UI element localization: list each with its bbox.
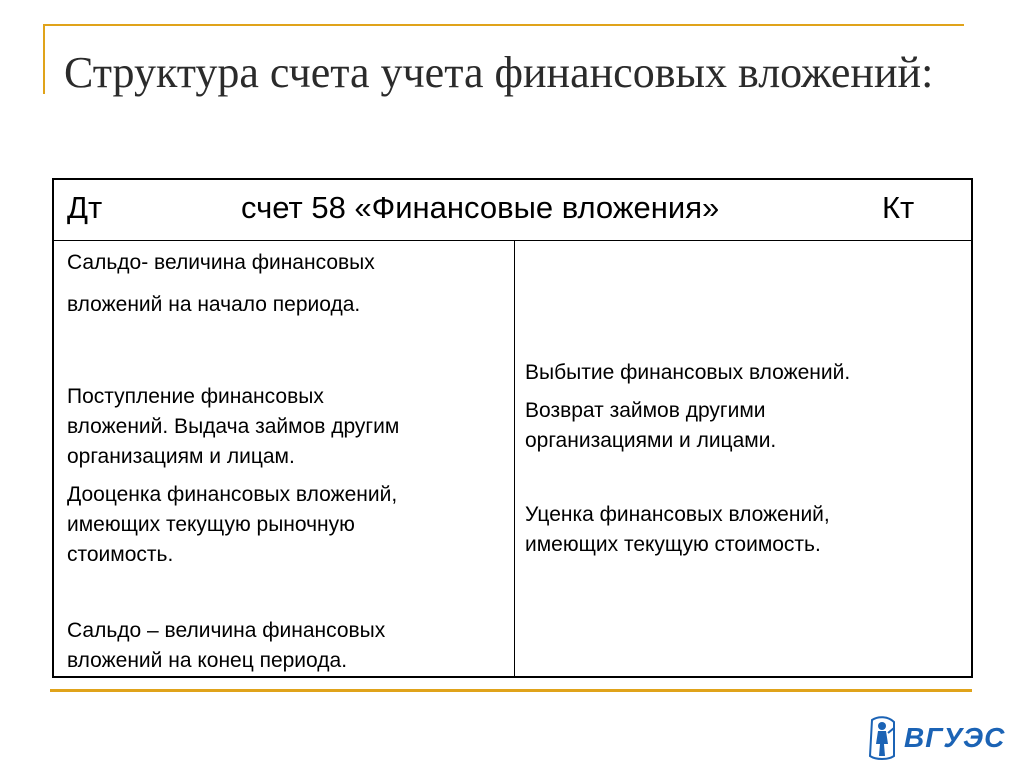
closing-balance-line-2: вложений на конец периода. <box>67 649 348 672</box>
logo-text: ВГУЭС <box>904 722 1006 753</box>
debit-label: Дт <box>67 190 103 225</box>
column-divider <box>514 241 515 676</box>
receipt-line-3: организациям и лицам. <box>67 445 295 468</box>
account-t-table <box>52 178 973 678</box>
repayment-line-2: организациями и лицами. <box>525 429 777 452</box>
figure-emblem-icon <box>864 716 900 762</box>
repayment-line-1: Возврат займов другими <box>525 399 766 422</box>
accent-line-bottom <box>50 689 972 692</box>
opening-balance-line-2: вложений на начало периода. <box>67 293 361 316</box>
opening-balance-line-1: Сальдо- величина финансовых <box>67 251 375 274</box>
account-label: счет 58 «Финансовые вложения» <box>241 190 720 225</box>
closing-balance-line-1: Сальдо – величина финансовых <box>67 619 386 642</box>
markdown-line-1: Уценка финансовых вложений, <box>525 503 830 526</box>
disposal-line: Выбытие финансовых вложений. <box>525 361 851 384</box>
accent-line-left <box>43 24 45 94</box>
slide-title: Структура счета учета финансовых вложений: <box>64 48 934 97</box>
revaluation-line-3: стоимость. <box>67 543 174 566</box>
accent-line-top <box>43 24 964 26</box>
credit-label: Кт <box>882 190 915 225</box>
revaluation-line-1: Дооценка финансовых вложений, <box>67 483 398 506</box>
university-logo <box>864 716 1006 762</box>
receipt-line-2: вложений. Выдача займов другим <box>67 415 400 438</box>
receipt-line-1: Поступление финансовых <box>67 385 324 408</box>
revaluation-line-2: имеющих текущую рыночную <box>67 513 355 536</box>
markdown-line-2: имеющих текущую стоимость. <box>525 533 821 556</box>
ledger-header <box>54 180 971 241</box>
